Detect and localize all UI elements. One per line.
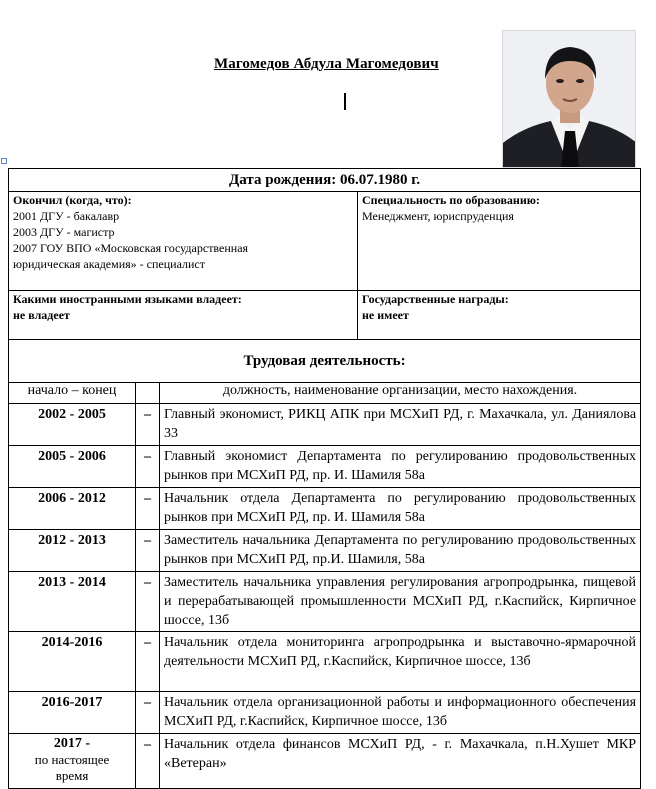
column-header-period: начало – конец bbox=[9, 383, 136, 404]
portrait-photo-icon bbox=[503, 31, 636, 168]
work-dash: – bbox=[136, 632, 160, 692]
awards-cell bbox=[358, 291, 641, 340]
work-description: Начальник отдела финансов МСХиП РД, - г. Махачкала, п.Н.Хушет МКР «Ветеран» bbox=[160, 734, 641, 789]
column-header-dash bbox=[136, 383, 160, 404]
text-cursor bbox=[344, 93, 346, 110]
column-header-description: должность, наименование организации, место нахождения. bbox=[160, 383, 641, 404]
table-row bbox=[9, 404, 641, 446]
education-line: юридическая академия» - специалист bbox=[13, 257, 205, 271]
work-dash: – bbox=[136, 488, 160, 530]
education-cell bbox=[9, 192, 358, 291]
work-dash: – bbox=[136, 734, 160, 789]
education-label: Окончил (когда, что): bbox=[13, 193, 132, 207]
work-period: 2005 - 2006 bbox=[9, 446, 136, 488]
birth-date-row bbox=[9, 169, 641, 192]
work-dash: – bbox=[136, 446, 160, 488]
specialty-value: Менеджмент, юриспруденция bbox=[362, 209, 514, 223]
work-dash: – bbox=[136, 404, 160, 446]
birth-date-label: Дата рождения: bbox=[228, 171, 337, 188]
work-description: Главный экономист Департамента по регулированию продовольственных рынков при МСХиП РД, пр. И. Шамиля 58а bbox=[160, 446, 641, 488]
work-history-title: Трудовая деятельность: bbox=[9, 340, 641, 383]
work-period: 2002 - 2005 bbox=[9, 404, 136, 446]
awards-label: Государственные награды: bbox=[362, 292, 509, 306]
table-row bbox=[9, 530, 641, 572]
specialty-cell bbox=[358, 192, 641, 291]
education-line: 2007 ГОУ ВПО «Московская государственная bbox=[13, 241, 249, 255]
person-full-name: Магомедов Абдула Магомедович bbox=[214, 56, 439, 72]
languages-label: Какими иностранными языками владеет: bbox=[13, 292, 242, 306]
work-dash: – bbox=[136, 692, 160, 734]
table-anchor-handle[interactable] bbox=[1, 158, 7, 164]
work-description: Главный экономист, РИКЦ АПК при МСХиП РД, г. Махачкала, ул. Даниялова 33 bbox=[160, 404, 641, 446]
work-period: 2012 - 2013 bbox=[9, 530, 136, 572]
table-row bbox=[9, 632, 641, 692]
table-row bbox=[9, 488, 641, 530]
work-period: 2016-2017 bbox=[9, 692, 136, 734]
work-dash: – bbox=[136, 530, 160, 572]
work-period-line: 2017 - bbox=[53, 736, 91, 751]
education-line: 2001 ДГУ - бакалавр bbox=[13, 209, 120, 223]
work-period-line: по настоящее bbox=[34, 752, 110, 767]
work-period: 2013 - 2014 bbox=[9, 572, 136, 632]
resume-table bbox=[8, 168, 641, 789]
work-period-line: время bbox=[55, 768, 89, 783]
languages-cell bbox=[9, 291, 358, 340]
table-row bbox=[9, 572, 641, 632]
portrait-photo bbox=[502, 30, 636, 168]
birth-date-value: 06.07.1980 г. bbox=[339, 171, 421, 188]
work-period: 2014-2016 bbox=[9, 632, 136, 692]
work-description: Заместитель начальника Департамента по регулированию продовольственных рынков при МСХиП РД, пр.И. Шамиля, 58а bbox=[160, 530, 641, 572]
education-line: 2003 ДГУ - магистр bbox=[13, 225, 115, 239]
work-description: Начальник отдела Департамента по регулированию продовольственных рынков при МСХиП РД, пр. И. Шамиля 58а bbox=[160, 488, 641, 530]
table-row bbox=[9, 692, 641, 734]
awards-value: не имеет bbox=[362, 308, 409, 322]
work-description: Начальник отдела мониторинга агропродрынка и выставочно-ярмарочной деятельности МСХиП РД, г.Каспийск, Кирпичное шоссе, 13б bbox=[160, 632, 641, 692]
table-row bbox=[9, 734, 641, 789]
languages-value: не владеет bbox=[13, 308, 70, 322]
work-dash: – bbox=[136, 572, 160, 632]
work-description: Заместитель начальника управления регулирования агропродрынка, пищевой и перерабатывающей промышленности МСХиП РД, г.Каспийск, Кирпичное шоссе, 13б bbox=[160, 572, 641, 632]
work-period bbox=[9, 734, 136, 789]
work-period: 2006 - 2012 bbox=[9, 488, 136, 530]
work-description: Начальник отдела организационной работы и информационного обеспечения МСХиП РД, г.Каспийск, Кирпичное шоссе, 13б bbox=[160, 692, 641, 734]
specialty-label: Специальность по образованию: bbox=[362, 193, 540, 207]
table-row bbox=[9, 446, 641, 488]
